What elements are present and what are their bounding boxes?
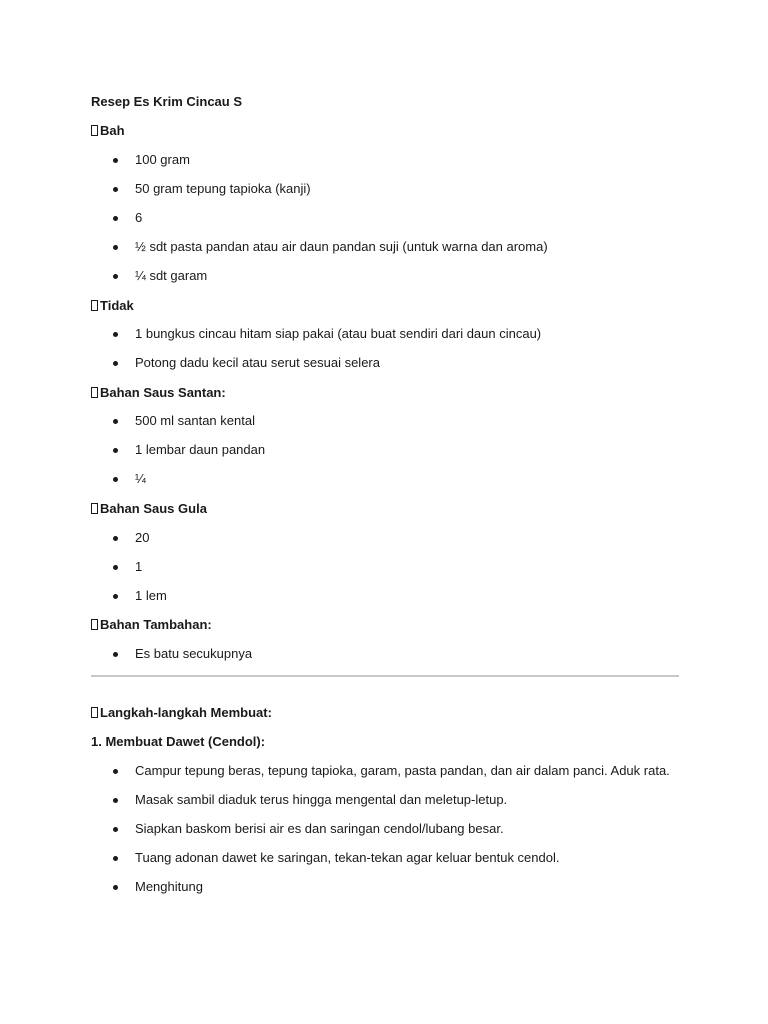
list-item: ¼ (135, 471, 146, 486)
section-heading: Bahan Tambahan: (91, 617, 212, 633)
missing-glyph-icon (91, 503, 98, 514)
bullet-icon (113, 885, 118, 890)
bullet-icon (113, 332, 118, 337)
section-heading: Bahan Saus Santan: (91, 385, 226, 401)
list-item: Es batu secukupnya (135, 646, 253, 661)
section-heading: Bahan Saus Gula (91, 501, 207, 517)
bullet-icon (113, 448, 118, 453)
missing-glyph-icon (91, 707, 98, 718)
list-item: ¼ sdt garam (135, 268, 208, 283)
horizontal-divider (91, 675, 679, 677)
list-item: 50 gram tepung tapioka (kanji) (135, 181, 311, 196)
bullet-icon (113, 798, 118, 803)
missing-glyph-icon (91, 125, 98, 136)
list-item: 1 lem (135, 588, 167, 603)
missing-glyph-icon (91, 387, 98, 398)
bullet-icon (113, 187, 118, 192)
bullet-icon (113, 565, 118, 570)
document-title: Resep Es Krim Cincau S (91, 94, 242, 109)
bullet-icon (113, 419, 118, 424)
bullet-icon (113, 216, 118, 221)
bullet-icon (113, 827, 118, 832)
list-item: Tuang adonan dawet ke saringan, tekan-tekan agar keluar bentuk cendol. (135, 850, 560, 865)
bullet-icon (113, 536, 118, 541)
bullet-icon (113, 158, 118, 163)
list-item: 1 (135, 559, 143, 574)
list-item: Masak sambil diaduk terus hingga mengental dan meletup-letup. (135, 792, 508, 807)
list-item: 1 bungkus cincau hitam siap pakai (atau buat sendiri dari daun cincau) (135, 326, 542, 341)
bullet-icon (113, 245, 118, 250)
list-item: ½ sdt pasta pandan atau air daun pandan suji (untuk warna dan aroma) (135, 239, 548, 254)
list-item: 1 lembar daun pandan (135, 442, 266, 457)
steps-heading: Langkah-langkah Membuat: (91, 705, 272, 721)
bullet-icon (113, 361, 118, 366)
bullet-icon (113, 652, 118, 657)
bullet-icon (113, 769, 118, 774)
section-heading: Bah (91, 123, 125, 139)
list-item: 6 (135, 210, 143, 225)
bullet-icon (113, 856, 118, 861)
list-item: Campur tepung beras, tepung tapioka, garam, pasta pandan, dan air dalam panci. Aduk rata. (135, 763, 670, 778)
bullet-icon (113, 477, 118, 482)
list-item: Menghitung (135, 879, 203, 894)
list-item: Potong dadu kecil atau serut sesuai selera (135, 355, 380, 370)
section-heading: Tidak (91, 298, 134, 314)
steps-subheading: 1. Membuat Dawet (Cendol): (91, 734, 266, 749)
list-item: 100 gram (135, 152, 190, 167)
list-item: Siapkan baskom berisi air es dan saringan cendol/lubang besar. (135, 821, 504, 836)
list-item: 500 ml santan kental (135, 413, 255, 428)
missing-glyph-icon (91, 300, 98, 311)
bullet-icon (113, 594, 118, 599)
bullet-icon (113, 274, 118, 279)
missing-glyph-icon (91, 619, 98, 630)
list-item: 20 (135, 530, 150, 545)
